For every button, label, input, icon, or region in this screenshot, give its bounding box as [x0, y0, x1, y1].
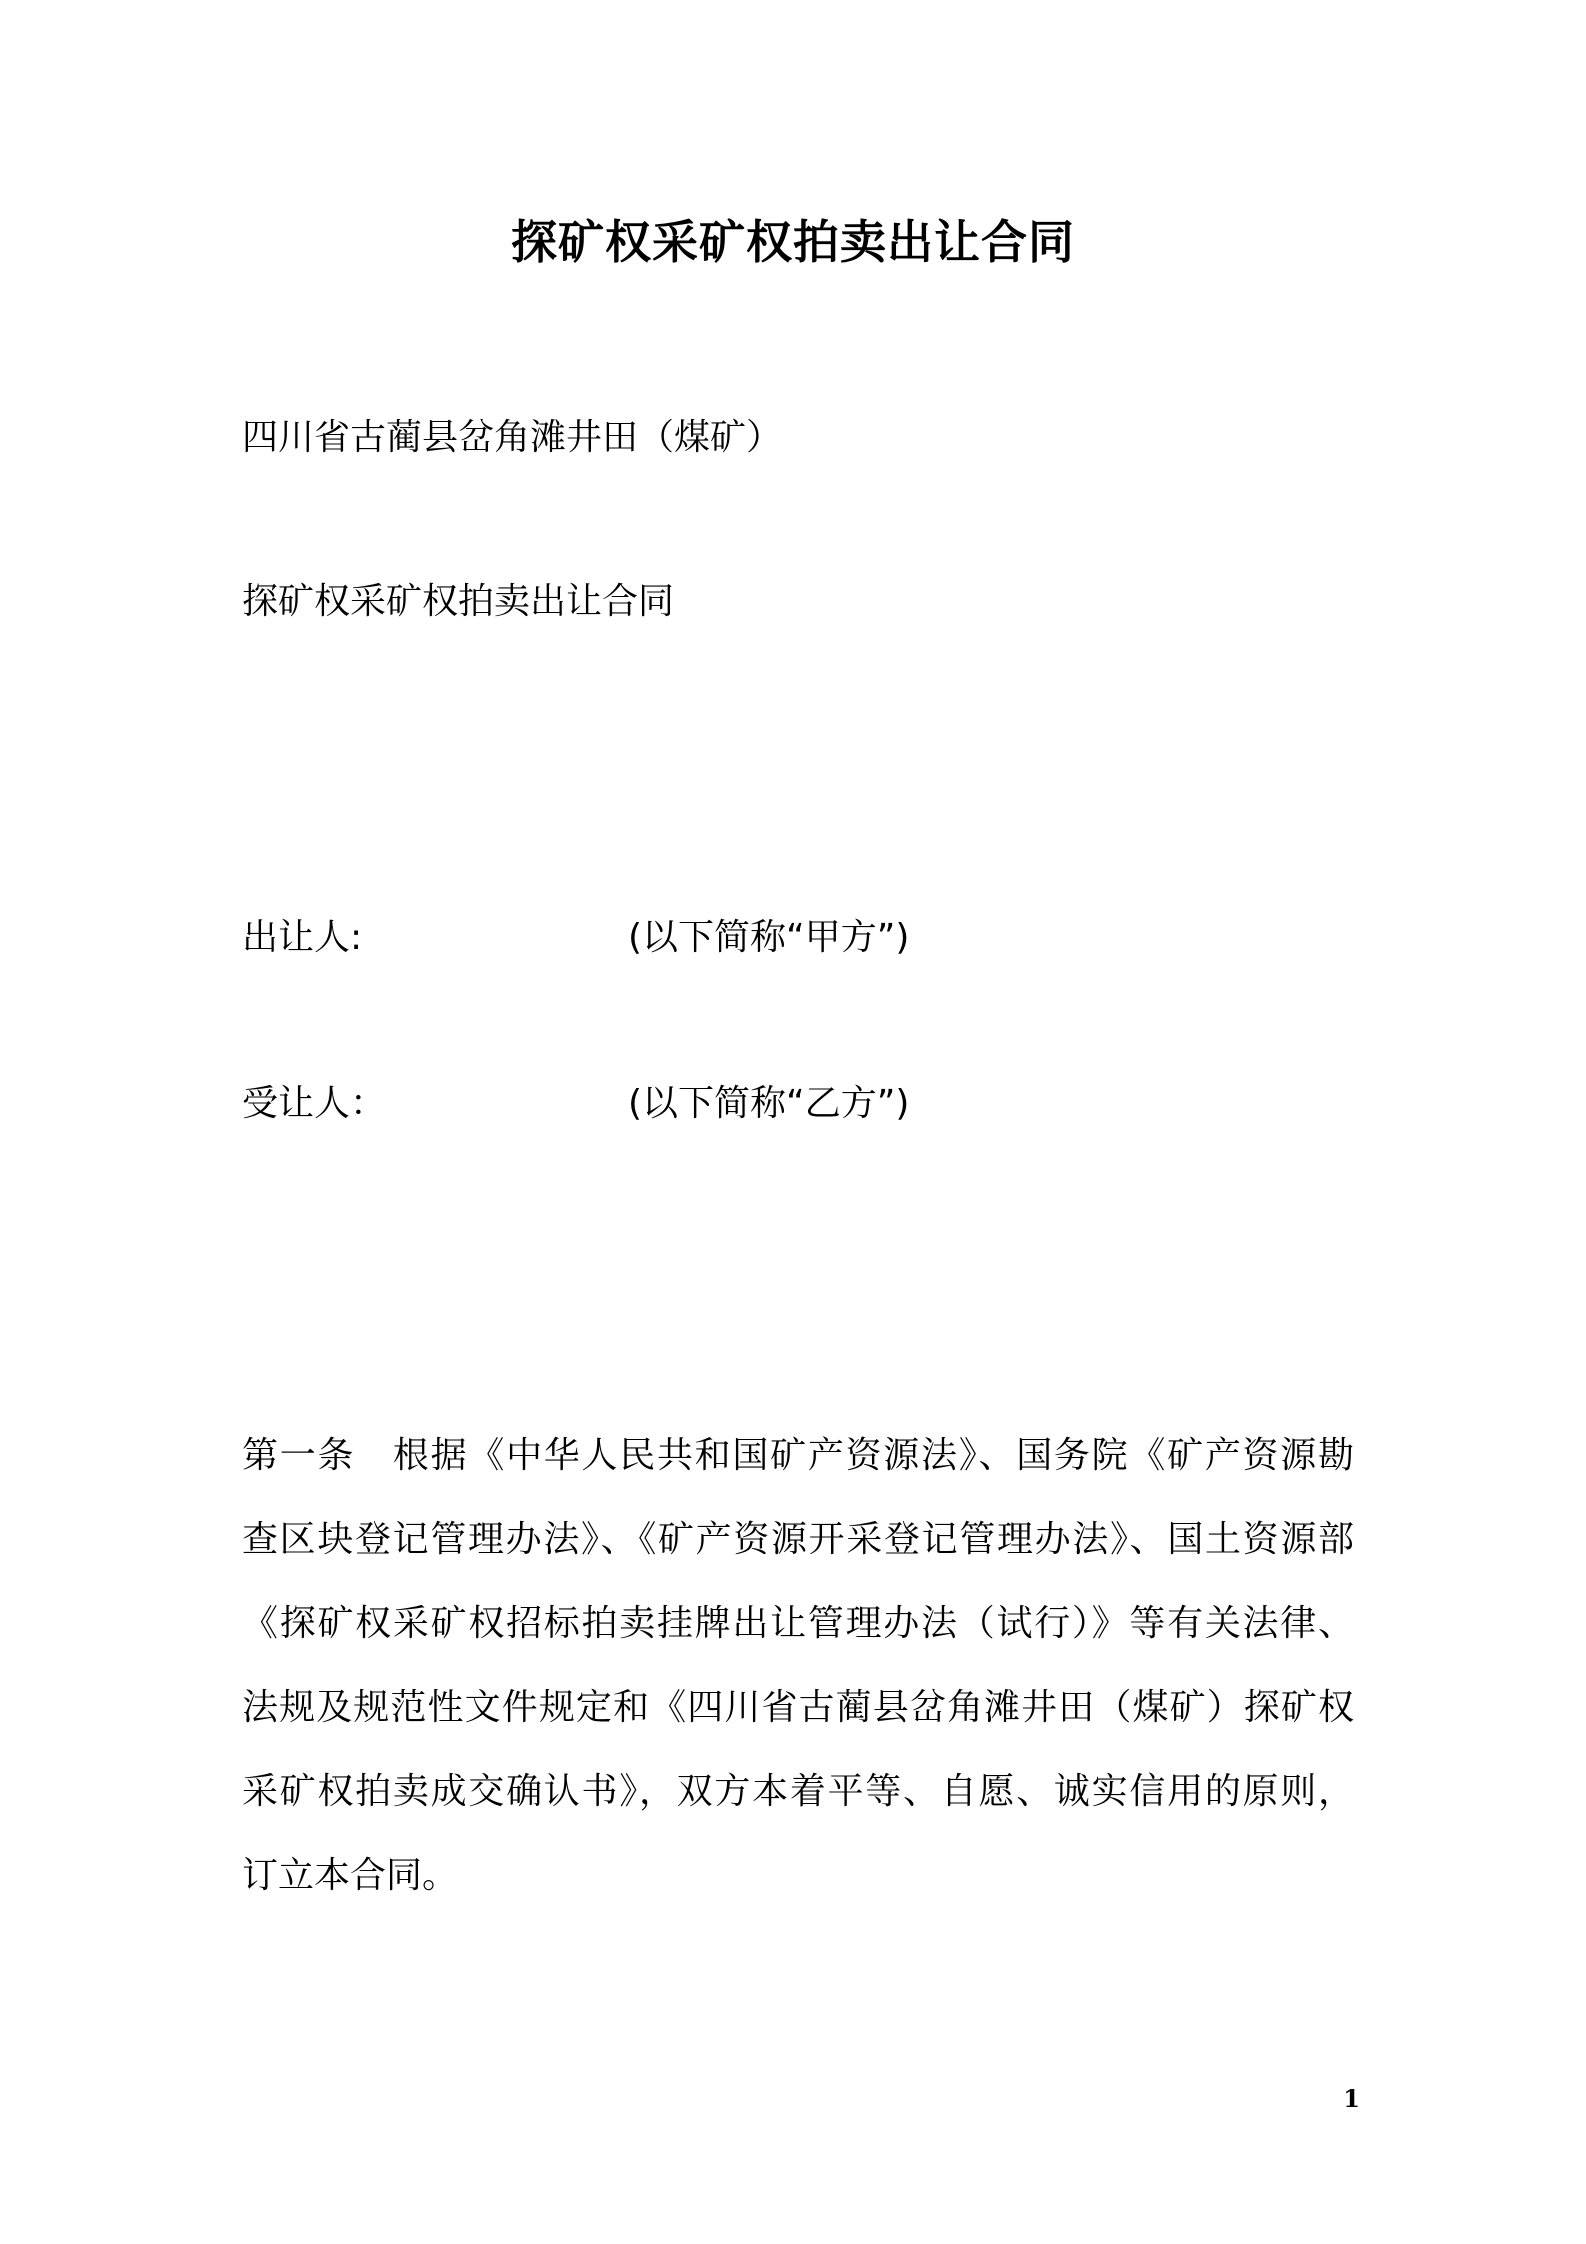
location-subtitle: 四川省古蔺县岔角滩井田（煤矿）: [242, 417, 783, 458]
grantor-alias: (以下简称“甲方”): [628, 917, 910, 958]
article-1-line: 查区块登记管理办法》、《矿产资源开采登记管理办法》、国土资源部: [242, 1519, 1354, 1560]
article-1-line: 采矿权拍卖成交确认书》，双方本着平等、自愿、诚实信用的原则，: [242, 1771, 1354, 1812]
article-1-line: 订立本合同。: [242, 1855, 459, 1896]
document-title: 探矿权采矿权拍卖出让合同: [511, 215, 1075, 269]
grantee-line: [242, 1080, 909, 1128]
grantee-alias: (以下简称“乙方”): [628, 1083, 910, 1124]
page-number: 1: [1343, 2084, 1360, 2113]
grantor-label: 出让人:: [242, 917, 363, 958]
grantee-label: 受让人：: [242, 1083, 387, 1124]
article-1-line: 第一条 根据《中华人民共和国矿产资源法》、国务院《矿产资源勘: [242, 1435, 1354, 1476]
grantor-line: [242, 914, 909, 962]
contract-subtitle: 探矿权采矿权拍卖出让合同: [242, 581, 675, 622]
article-1-line: 《探矿权采矿权招标拍卖挂牌出让管理办法（试行）》等有关法律、: [242, 1603, 1354, 1644]
article-1-paragraph: [242, 1414, 1354, 1918]
article-1-line: 法规及规范性文件规定和《四川省古蔺县岔角滩井田（煤矿）探矿权: [242, 1687, 1354, 1728]
